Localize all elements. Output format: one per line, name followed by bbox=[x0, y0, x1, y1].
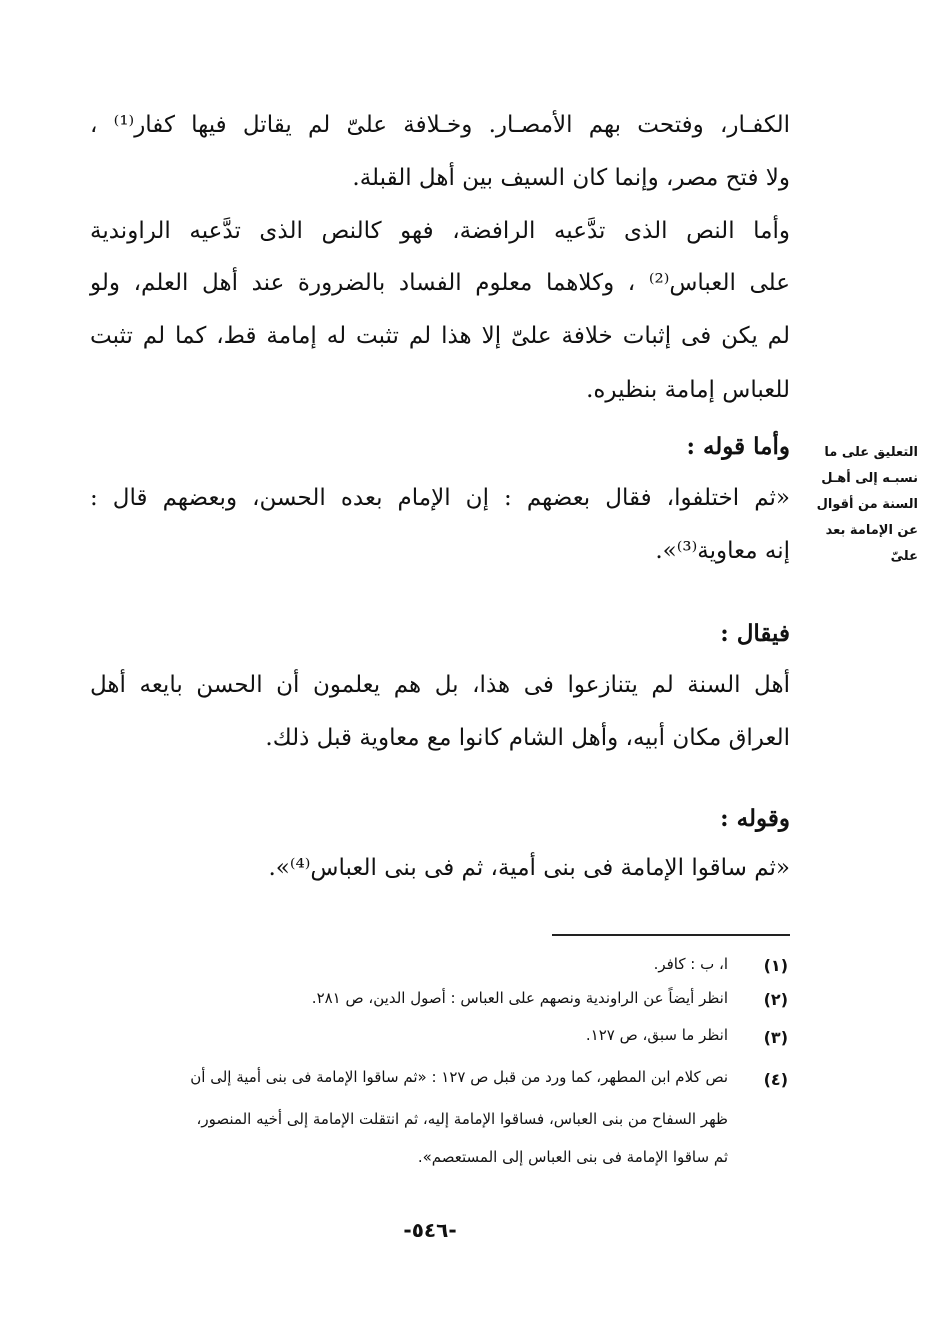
footnote-text: انظر ما سبق، ص ١٢٧. bbox=[585, 1026, 728, 1044]
footnote-number: (٢) bbox=[763, 990, 788, 1009]
margin-note-line: التعليق على ما bbox=[824, 445, 918, 460]
margin-note-line: نسبـه إلى أهـل bbox=[821, 471, 918, 486]
footnote-text: ا، ب : كافر. bbox=[653, 955, 728, 973]
section-heading: وأما قوله : bbox=[686, 433, 790, 460]
margin-note-line: علىّ bbox=[890, 549, 918, 564]
margin-note-line: عن الإمامة بعد bbox=[825, 523, 918, 538]
footnote-text: ثم ساقوا الإمامة فى بنى العباس إلى المستعصم». bbox=[417, 1148, 728, 1166]
body-line: على العباس⁽²⁾ ، وكلاهما معلوم الفساد بالضرورة عند أهل العلم، ولو bbox=[90, 270, 790, 296]
body-line: العراق مكان أبيه، وأهل الشام كانوا مع معاوية قبل ذلك. bbox=[265, 725, 790, 751]
footnote-number: (١) bbox=[763, 956, 788, 975]
quote-line: إنه معاوية⁽³⁾». bbox=[655, 538, 790, 564]
footnote-text: نص كلام ابن المطهر، كما ورد من قبل ص ١٢٧ : «ثم ساقوا الإمامة فى بنى أمية إلى أن bbox=[190, 1068, 728, 1086]
body-line: وأما النص الذى تدَّعيه الرافضة، فهو كالنص الذى تدَّعيه الراوندية bbox=[90, 218, 790, 244]
footnote-separator bbox=[552, 934, 790, 936]
body-line: لم يكن فى إثبات خلافة علىّ إلا هذا لم تثبت له إمامة قط، كما لم تثبت bbox=[90, 323, 790, 349]
body-line: للعباس إمامة بنظيره. bbox=[586, 377, 790, 403]
margin-note-line: السنة من أقوال bbox=[816, 497, 918, 512]
body-line: ولا فتح مصر، وإنما كان السيف بين أهل القبلة. bbox=[352, 165, 790, 191]
body-line: أهل السنة لم يتنازعوا فى هذا، بل هم يعلمون أن الحسن بايعه أهل bbox=[90, 672, 790, 698]
footnote-number: (٣) bbox=[763, 1028, 788, 1047]
margin-note bbox=[810, 440, 918, 570]
footnote-text: انظر أيضاً عن الراوندية ونصهم على العباس : أصول الدين، ص ٢٨١. bbox=[311, 989, 728, 1007]
page-number: -٥٤٦- bbox=[403, 1218, 457, 1242]
quote-line: «ثم ساقوا الإمامة فى بنى أمية، ثم فى بنى العباس⁽⁴⁾». bbox=[268, 855, 790, 881]
footnote-number: (٤) bbox=[763, 1070, 788, 1089]
footnote-text: ظهر السفاح من بنى العباس، فساقوا الإمامة إليه، ثم انتقلت الإمامة إلى أخيه المنصور، bbox=[196, 1110, 728, 1128]
section-heading: فيقال : bbox=[720, 620, 790, 647]
quote-line: «ثم اختلفوا، فقال بعضهم : إن الإمام بعده الحسن، وبعضهم قال : bbox=[90, 485, 790, 511]
section-heading: وقوله : bbox=[720, 805, 790, 832]
body-line: الكفـار، وفتحت بهم الأمصـار. وخـلافة علىّ لم يقاتل فيها كفار⁽¹⁾ ، bbox=[90, 112, 790, 138]
